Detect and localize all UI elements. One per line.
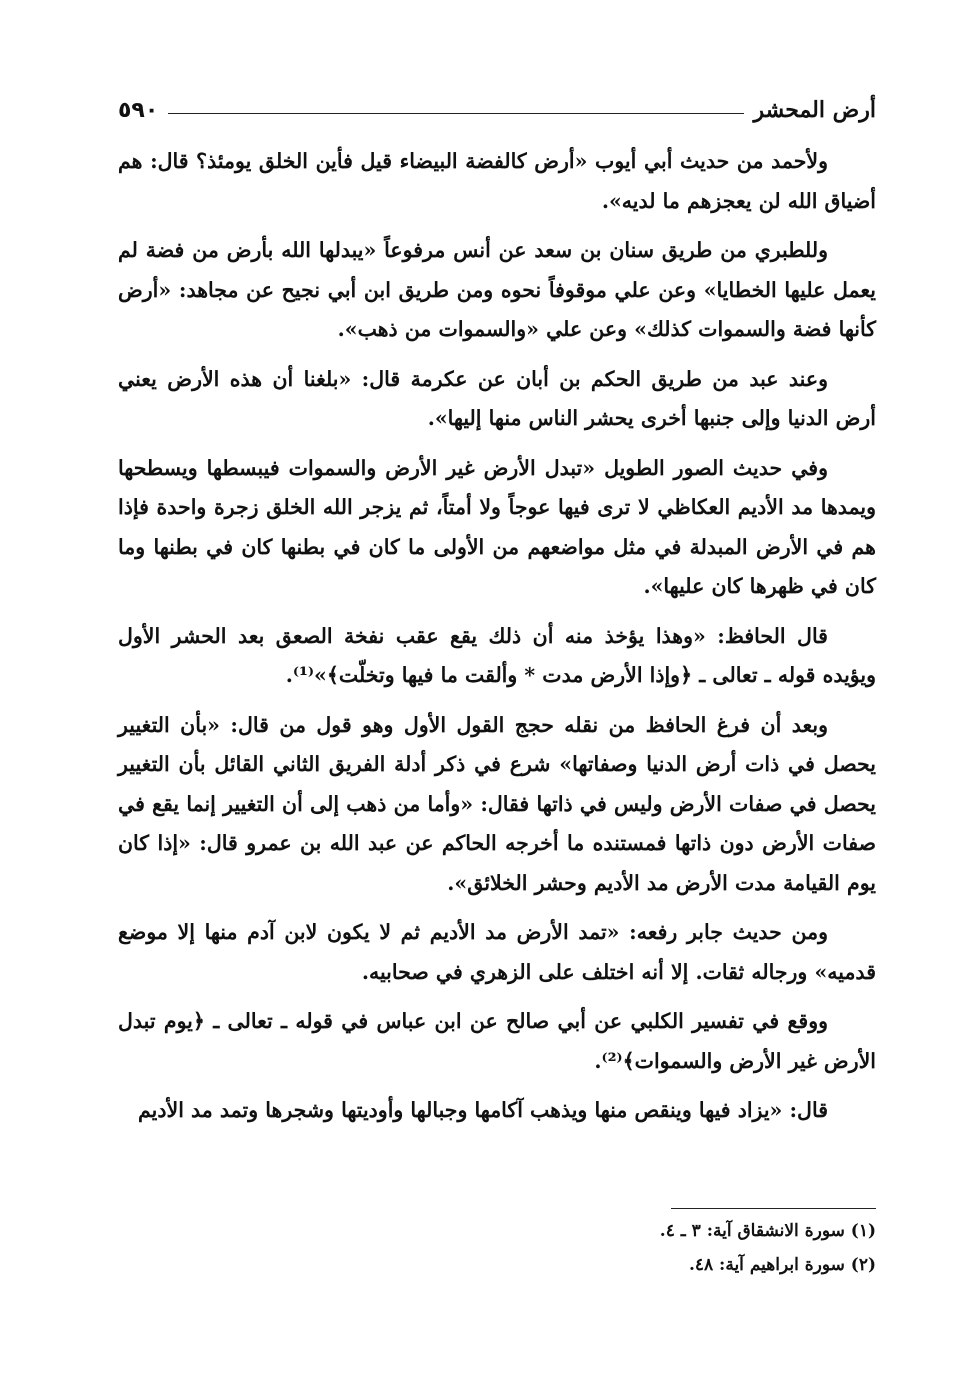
footnotes [118,1214,876,1282]
paragraph: وفي حديث الصور الطويل «تبدل الأرض غير الأرض والسموات فيبسطها ويسطحها ويمدها مد الأديم العكاظي لا ترى فيها عوجاً ولا أمتاً، ثم يزجر الله الخلق زجرة واحدة فإذا هم في الأرض المبدلة في مثل مواضعهم من الأولى ما كان في بطنها كان في بطنها وما كان في ظهرها كان عليها». [118,455,876,598]
paragraph: ووقع في تفسير الكلبي عن أبي صالح عن ابن عباس في قوله ـ تعالى ـ ﴿يوم تبدل الأرض غير الأرض والسموات﴾⁽²⁾. [118,1009,876,1073]
footnote: (٢) سورة ابراهيم آية: ٤٨. [688,1255,876,1275]
footnote: (١) سورة الانشقاق آية: ٣ ـ ٤. [659,1221,876,1241]
paragraph: وبعد أن فرغ الحافظ من نقله حجج القول الأول وهو قول من قال: «بأن التغيير يحصل في ذات أرض الدنيا وصفاتها» شرع في ذكر أدلة الفريق الثاني القائل بأن التغيير يحصل في صفات الأرض وليس في ذاتها فقال: «وأما من ذهب إلى أن التغيير إنما يقع في صفات الأرض دون ذاتها فمستنده ما أخرجه الحاكم عن عبد الله بن عمرو قال: «إذا كان يوم القيامة مدت الأرض مد الأديم وحشر الخلائق». [118,712,876,895]
header-rule [168,113,743,114]
paragraph: وللطبري من طريق سنان بن سعد عن أنس مرفوعاً «يبدلها الله بأرض من فضة لم يعمل عليها الخطايا» وعن علي موقوفاً نحوه ومن طريق ابن أبي نجيح عن مجاهد: «أرض كأنها فضة والسموات كذلك» وعن علي «والسموات من ذهب». [118,238,876,341]
paragraph: قال الحافظ: «وهذا يؤخذ منه أن ذلك يقع عقب نفخة الصعق بعد الحشر الأول ويؤيده قوله ـ تعالى ـ ﴿وإذا الأرض مدت * وألقت ما فيها وتخلّت﴾»⁽¹⁾. [118,623,876,687]
paragraph: ولأحمد من حديث أبي أيوب «أرض كالفضة البيضاء قيل فأين الخلق يومئذ؟ قال: هم أضياق الله لن يعجزهم ما لديه». [118,149,876,213]
running-title: أرض المحشر [753,97,876,123]
paragraph: وعند عبد من طريق الحكم بن أبان عن عكرمة قال: «بلغنا أن هذه الأرض يعني أرض الدنيا وإلى جنبها أخرى يحشر الناس منها إليها». [118,366,876,430]
paragraph: ومن حديث جابر رفعه: «تمد الأرض مد الأديم ثم لا يكون لابن آدم منها إلا موضع قدميه» ورجاله ثقات. إلا أنه اختلف على الزهري في صحابيه. [118,920,876,984]
page-number: ٥٩٠ [118,97,159,123]
page-header [118,92,876,128]
paragraph: قال: «يزاد فيها وينقص منها ويذهب آكامها وجبالها وأوديتها وشجرها وتمد مد الأديم [138,1098,828,1122]
main-text [118,142,876,1141]
footnote-separator [671,1208,876,1209]
